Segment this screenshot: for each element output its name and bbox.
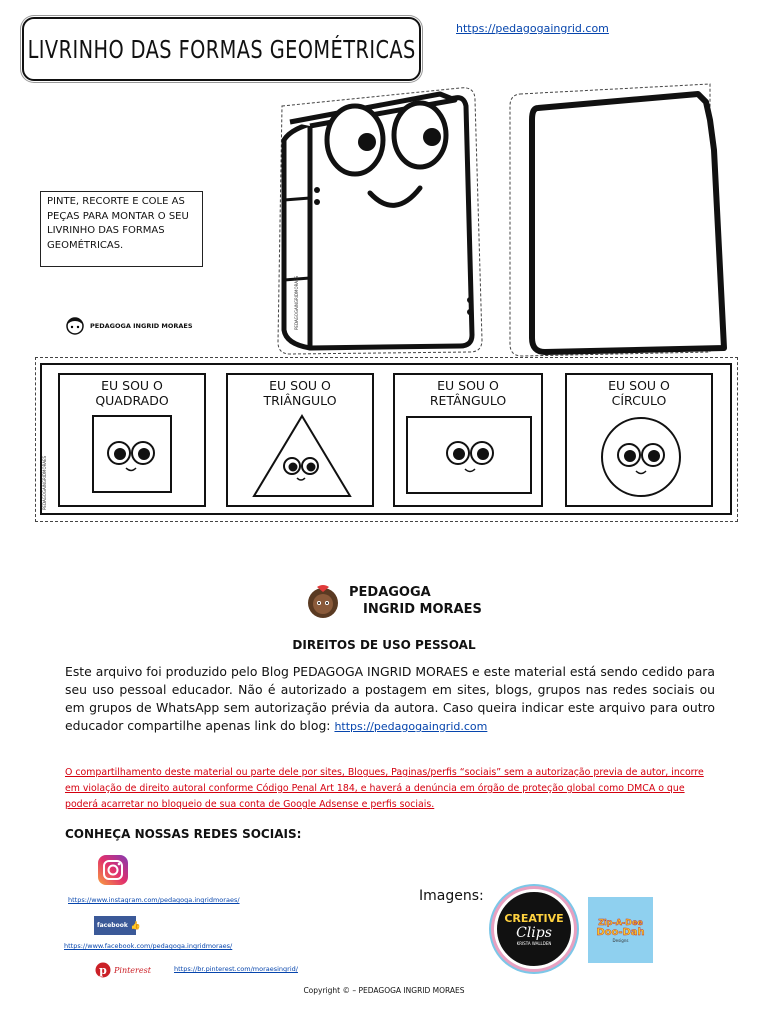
facebook-label: facebook <box>97 922 128 929</box>
pinterest-label: Pinterest <box>114 965 151 975</box>
girl-avatar-icon <box>303 583 343 619</box>
instagram-icon[interactable] <box>97 854 129 886</box>
card-square-line2: QUADRADO <box>95 393 169 408</box>
creative-clips-line1: CREATIVE <box>504 912 564 925</box>
images-label: Imagens: <box>419 888 484 904</box>
brand-line1: PEDAGOGA <box>349 585 431 600</box>
card-triangle-line1: EU SOU O <box>269 378 331 393</box>
zip-a-dee-line1: Zip-A-Dee <box>598 917 643 927</box>
instructions-box: PINTE, RECORTE E COLE AS PEÇAS PARA MONTAR O SEU LIVRINHO DAS FORMAS GEOMÉTRICAS. <box>40 191 203 267</box>
card-rectangle-line2: RETÂNGULO <box>429 393 507 408</box>
facebook-link[interactable]: https://www.facebook.com/pedagoga.ingridmoraes/ <box>64 942 233 950</box>
strip-side-text: PEDAGOGAINGRIDMORAES <box>42 455 47 510</box>
creative-clips-line3: KRISTA WALLDEN <box>516 941 552 946</box>
thumbs-up-icon: 👍 <box>130 921 141 930</box>
book-spine-text: PEDAGOGAINGRIDMORAES <box>294 275 299 330</box>
zip-a-dee-line3: Designs <box>612 937 629 943</box>
blog-link-top[interactable]: https://pedagogaingrid.com <box>456 22 609 35</box>
blog-link-body[interactable]: https://pedagogaingrid.com <box>334 720 488 733</box>
rectangle-face-icon <box>405 415 533 495</box>
card-rectangle-line1: EU SOU O <box>437 378 499 393</box>
facebook-badge[interactable] <box>94 916 141 935</box>
zip-a-dee-logo <box>588 897 653 963</box>
rights-title: DIREITOS DE USO PESSOAL <box>292 638 476 652</box>
card-triangle <box>226 373 374 507</box>
brand-logo <box>303 583 482 619</box>
small-logo-text: PEDAGOGA INGRID MORAES <box>90 322 193 330</box>
social-title: CONHEÇA NOSSAS REDES SOCIAIS: <box>65 827 302 841</box>
card-rectangle <box>393 373 543 507</box>
zip-a-dee-line2: Doo-Dah <box>596 926 645 938</box>
book-covers <box>270 80 740 360</box>
copyright-warning: O compartilhamento deste material ou parte dele por sites, Blogues, Paginas/perfis “sociais” sem a autorização previa de autor, incorre em violação de direito autoral conforme Código Penal Art 184, e haverá a denúncia em órgão de proteção global como DMCA o que poderá acarretar no bloqueio de sua conta de Google Adsense e perfis sociais. <box>65 767 704 810</box>
title-box <box>22 17 421 81</box>
girl-logo-icon <box>63 317 87 335</box>
card-circle-line2: CÍRCULO <box>611 393 667 408</box>
circle-face-icon <box>599 415 683 499</box>
rights-body <box>65 663 715 736</box>
creative-clips-logo <box>494 889 574 969</box>
book-back-cover <box>532 94 724 352</box>
card-circle <box>565 373 713 507</box>
copyright-footer: Copyright © – PEDAGOGA INGRID MORAES <box>303 986 465 995</box>
instagram-link[interactable]: https://www.instagram.com/pedagoga.ingridmoraes/ <box>68 896 240 904</box>
page-title: LIVRINHO DAS FORMAS GEOMÉTRICAS <box>27 34 416 64</box>
pinterest-link[interactable]: https://br.pinterest.com/moraesingrid/ <box>174 965 298 973</box>
rights-body-text: Este arquivo foi produzido pelo Blog PEDAGOGA INGRID MORAES e este material está sendo cedido para seu uso pessoal educador. Não é autorizado a postagem em sites, blogs, grupos nas redes sociais ou em grupos de WhatsApp sem autorização prévia da autora. Caso queira indicar este arquivo para outro educador compartilhe apenas link do blog: <box>65 664 715 733</box>
svg-text:p: p <box>99 964 107 977</box>
card-square <box>58 373 206 507</box>
square-face-icon <box>90 413 174 495</box>
brand-line2: INGRID MORAES <box>363 602 482 617</box>
creative-clips-line2: Clips <box>516 925 552 941</box>
card-circle-line1: EU SOU O <box>608 378 670 393</box>
pinterest-icon <box>95 962 111 978</box>
pinterest-badge[interactable] <box>95 960 153 980</box>
triangle-face-icon <box>250 413 354 499</box>
card-square-line1: EU SOU O <box>101 378 163 393</box>
small-logo <box>63 317 193 335</box>
card-triangle-line2: TRIÂNGULO <box>263 393 337 408</box>
